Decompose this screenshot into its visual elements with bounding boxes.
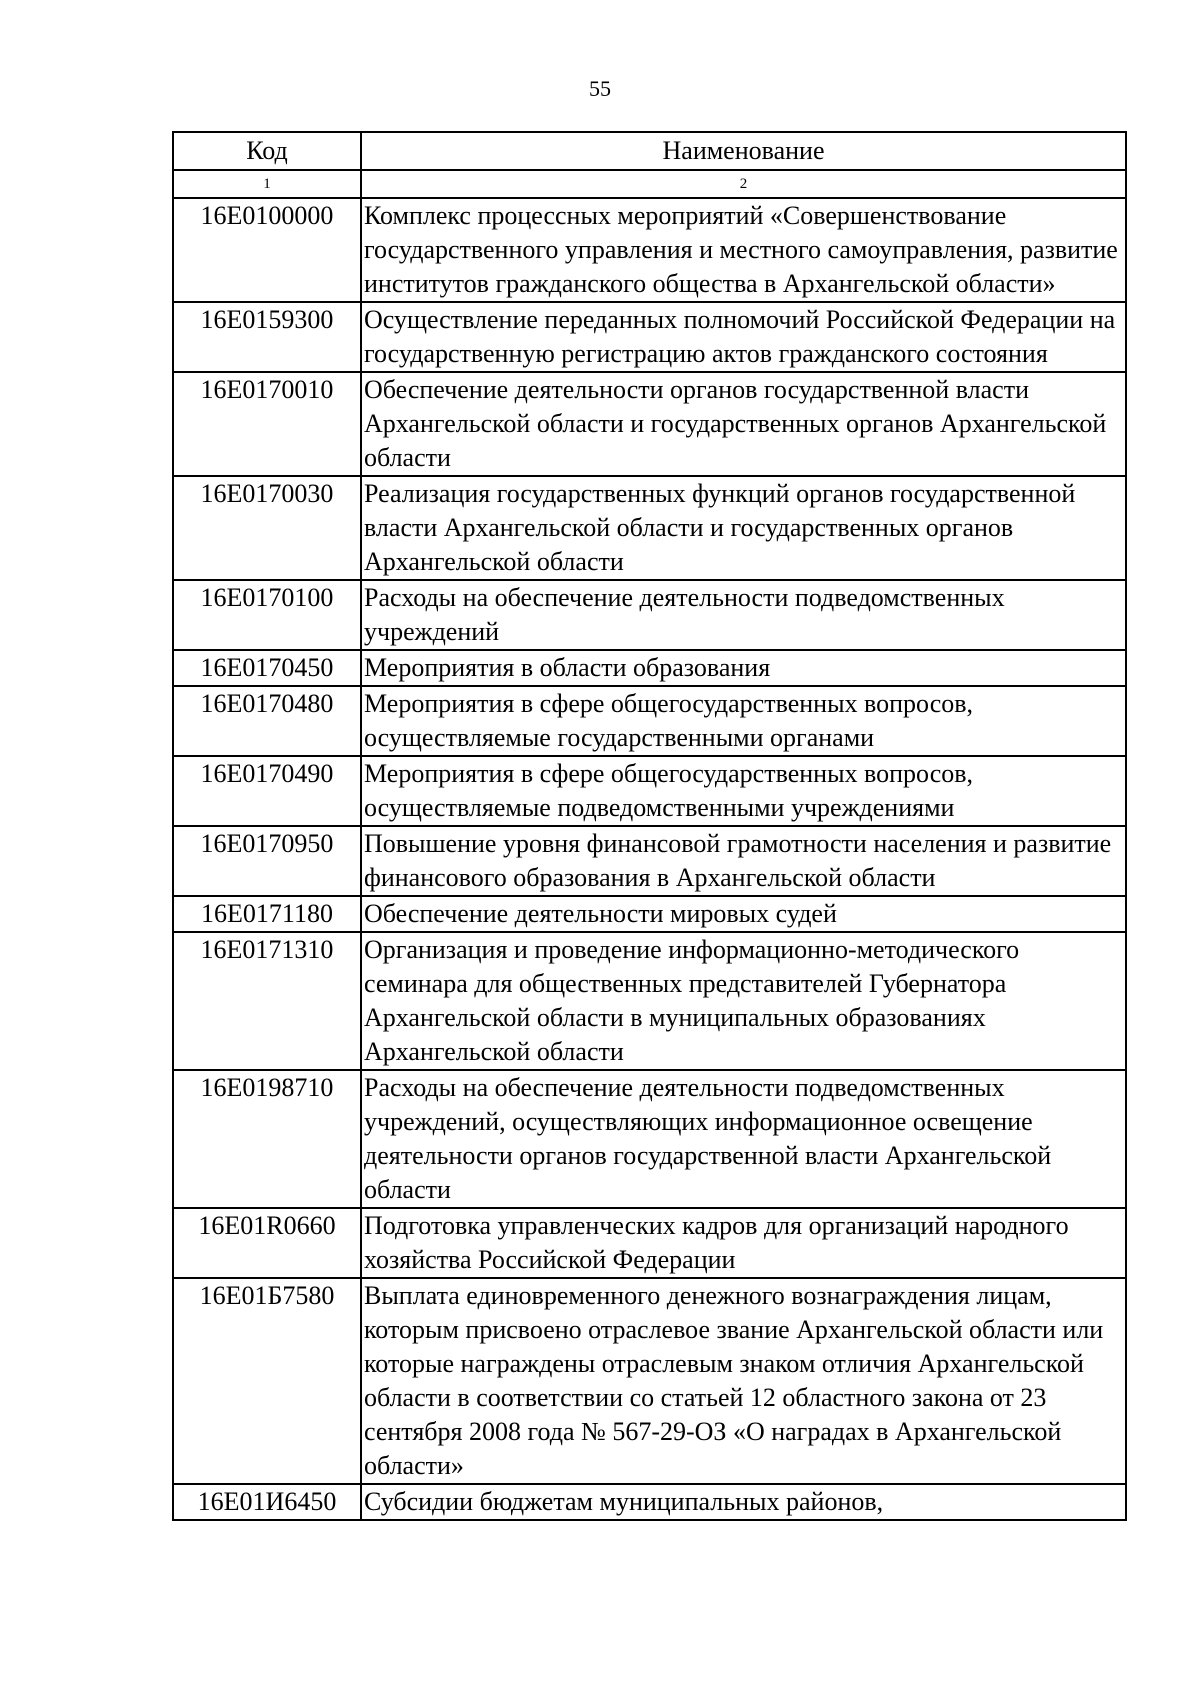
row-code: 16Е0170480 xyxy=(173,686,361,756)
table-row xyxy=(173,1208,1126,1278)
table-row xyxy=(173,686,1126,756)
column-number-1: 1 xyxy=(173,170,361,198)
row-code: 16Е0170490 xyxy=(173,756,361,826)
table-row xyxy=(173,372,1126,476)
table-row xyxy=(173,1278,1126,1484)
row-name: Повышение уровня финансовой грамотности населения и развитие финансового образования в Архангельской области xyxy=(361,826,1126,896)
row-code: 16Е0170100 xyxy=(173,580,361,650)
column-number-2: 2 xyxy=(361,170,1126,198)
row-name: Мероприятия в сфере общегосударственных вопросов, осуществляемые подведомственными учреждениями xyxy=(361,756,1126,826)
table-row xyxy=(173,756,1126,826)
budget-codes-table xyxy=(172,131,1127,1521)
header-name: Наименование xyxy=(361,132,1126,170)
table-header-row xyxy=(173,132,1126,170)
table-row xyxy=(173,896,1126,932)
row-name: Обеспечение деятельности мировых судей xyxy=(361,896,1126,932)
row-code: 16Е0171310 xyxy=(173,932,361,1070)
page-number: 55 xyxy=(589,76,611,101)
table-row xyxy=(173,580,1126,650)
row-name: Выплата единовременного денежного вознаграждения лицам, которым присвоено отраслевое звание Архангельской области или которые награждены отраслевым знаком отличия Архангельской области в соответствии со статьей 12 областного закона от 23 сентября 2008 года № 567-29-ОЗ «О наградах в Архангельской области» xyxy=(361,1278,1126,1484)
header-code: Код xyxy=(173,132,361,170)
table-row xyxy=(173,198,1126,302)
row-code: 16Е0198710 xyxy=(173,1070,361,1208)
row-name: Осуществление переданных полномочий Российской Федерации на государственную регистрацию актов гражданского состояния xyxy=(361,302,1126,372)
row-code: 16Е0159300 xyxy=(173,302,361,372)
row-code: 16Е01R0660 xyxy=(173,1208,361,1278)
row-name: Подготовка управленческих кадров для организаций народного хозяйства Российской Федерации xyxy=(361,1208,1126,1278)
column-number-row xyxy=(173,170,1126,198)
row-code: 16Е01Б7580 xyxy=(173,1278,361,1484)
table-row xyxy=(173,302,1126,372)
row-name: Расходы на обеспечение деятельности подведомственных учреждений, осуществляющих информационное освещение деятельности органов государственной власти Архангельской области xyxy=(361,1070,1126,1208)
row-name: Организация и проведение информационно-методического семинара для общественных представителей Губернатора Архангельской области в муниципальных образованиях Архангельской области xyxy=(361,932,1126,1070)
row-code: 16Е0100000 xyxy=(173,198,361,302)
row-name: Расходы на обеспечение деятельности подведомственных учреждений xyxy=(361,580,1126,650)
row-name: Мероприятия в области образования xyxy=(361,650,1126,686)
row-name: Мероприятия в сфере общегосударственных вопросов, осуществляемые государственными органами xyxy=(361,686,1126,756)
row-code: 16Е01И6450 xyxy=(173,1484,361,1520)
table-row xyxy=(173,1070,1126,1208)
table-row xyxy=(173,650,1126,686)
row-code: 16Е0170030 xyxy=(173,476,361,580)
row-name: Субсидии бюджетам муниципальных районов, xyxy=(361,1484,1126,1520)
row-code: 16Е0170450 xyxy=(173,650,361,686)
row-name: Обеспечение деятельности органов государственной власти Архангельской области и государственных органов Архангельской области xyxy=(361,372,1126,476)
row-name: Комплекс процессных мероприятий «Совершенствование государственного управления и местного самоуправления, развитие институтов гражданского общества в Архангельской области» xyxy=(361,198,1126,302)
row-code: 16Е0170950 xyxy=(173,826,361,896)
row-code: 16Е0171180 xyxy=(173,896,361,932)
table-body xyxy=(173,132,1126,1520)
table-row xyxy=(173,932,1126,1070)
table-row xyxy=(173,826,1126,896)
row-name: Реализация государственных функций органов государственной власти Архангельской области и государственных органов Архангельской области xyxy=(361,476,1126,580)
table-row xyxy=(173,1484,1126,1520)
table-row xyxy=(173,476,1126,580)
row-code: 16Е0170010 xyxy=(173,372,361,476)
